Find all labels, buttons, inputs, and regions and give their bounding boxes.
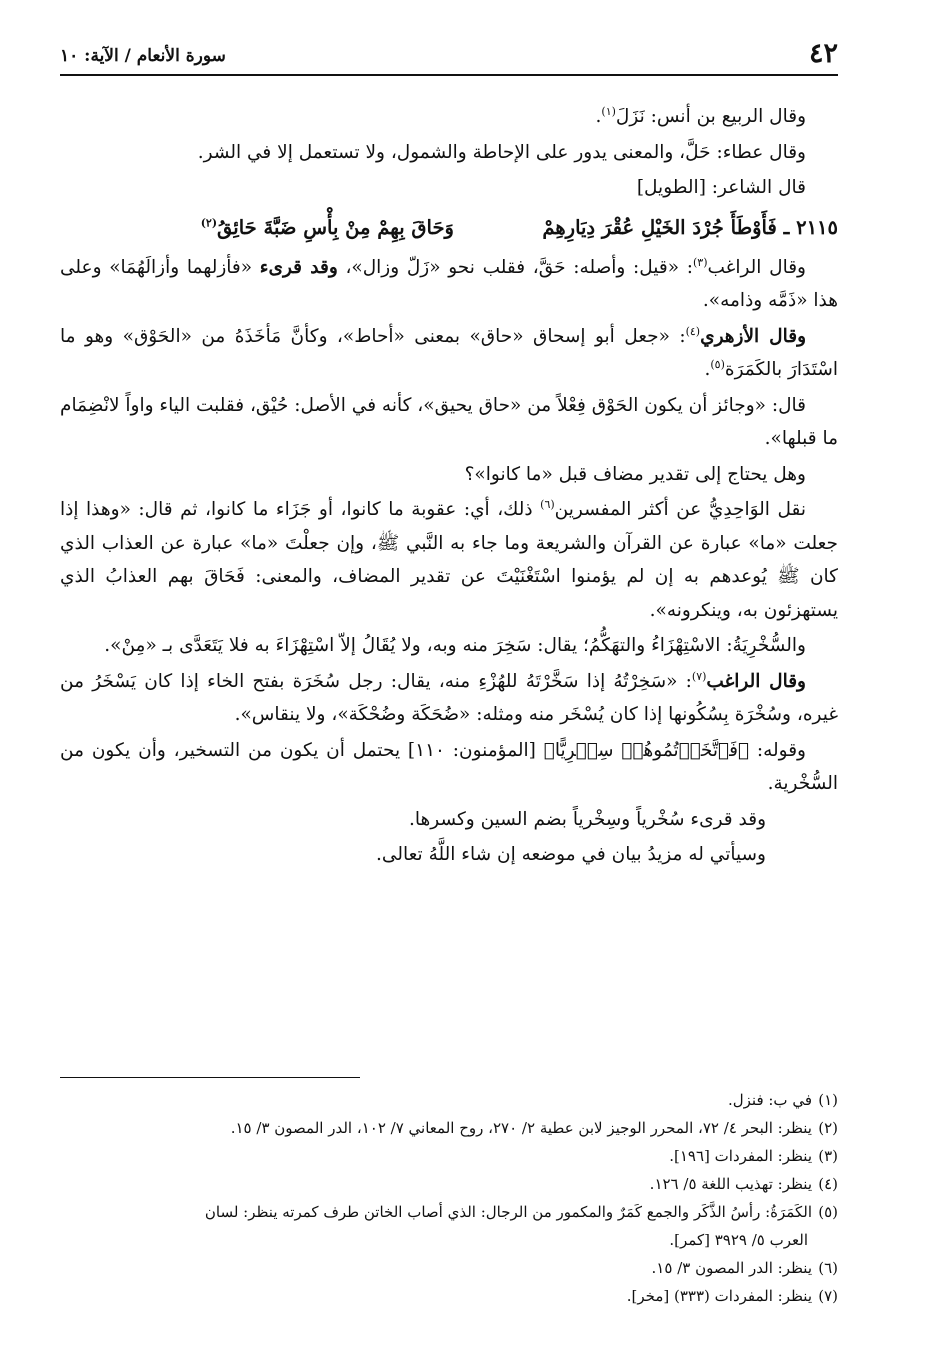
footnote-ref[interactable]: (٢) <box>200 216 218 229</box>
paragraph: وقال الأزهري$^{(٤)}$: «جعل أبو إسحاق «حاق» بمعنى «أحاط»، وكأنَّ مَأخَذَهُ من «الحَوْق» وهو ما اسْتَدَارَ بالكَمَرَة$^{(٥)}$. <box>60 324 838 380</box>
running-title: سورة الأنعام / الآية: ١٠ <box>60 46 226 66</box>
footnote: (٣)ينظر: المفردات [١٩٦]. <box>669 1147 838 1165</box>
footnote-ref[interactable]: (١) <box>601 104 616 118</box>
footnote-ref[interactable]: (٤) <box>685 324 701 338</box>
footnote: (١)في ب: فنزل. <box>727 1091 838 1109</box>
footnote: (٦)ينظر: الدر المصون ٣/ ١٥. <box>651 1259 838 1277</box>
footnote-ref[interactable]: (٥) <box>710 357 725 371</box>
paragraph: نقل الوَاحِدِيُّ عن أكثر المفسرين$^{(٦)}$ ذلك، أي: عقوبة ما كانوا، أو جَزَاء ما كانوا، ثم قال: «وهذا إذا جعلت «ما» عبارة عن القرآن والشريعة وما جاء به النَّبي ﷺ، وإن جعلْتَ «ما» عبارة عن العذاب الذي كان ﷺ يُوعدهم به إن لم يؤمنوا اسْتَغْنَيْتَ عن تقدير المضاف، والمعنى: فَحَاقَ بهم العذابُ الذي يستهزئون به، وينكرونه». <box>60 497 838 621</box>
footnote: (٧)ينظر: المفردات (٣٣٣) [مخر]. <box>626 1287 838 1305</box>
verse-hemistich-second: وَحَاقَ بِهِمْ مِنْ بِأْسِ ضَبَّةَ حَائِقُ$^{(٢)}$ <box>200 215 454 239</box>
verse-number: ٢١١٥ ـ <box>783 215 838 239</box>
footnotes <box>60 1086 838 1310</box>
paragraph: وقال عطاء: حَلَّ، والمعنى يدور على الإحاطة والشمول، ولا تستعمل إلا في الشر. <box>197 141 806 163</box>
paragraph: وقوله: ﴿فَٱتَّخَذۡتُمُوهُمۡ سِخۡرِيًّا﴾ [المؤمنون: ١١٠] يحتمل أن يكون من التسخير، وأن يكون من السُّخْرية. <box>60 739 838 794</box>
footnote-ref[interactable]: (٧) <box>691 669 707 683</box>
footnote-continuation: العرب ٥/ ٣٩٢٩ [كمر]. <box>669 1231 808 1249</box>
paragraph: وقال الراغب$^{(٧)}$: «سَخِرْتُهُ إذا سَخَّرْتَهُ للهُزْءِ منه، يقال: رجل سُخَرَة بفتح الخاء إذا كان يَسْخَرُ من غيره، وسُخْرَة بِسُكُونها إذا كان يُسْخَر منه ومثله: «ضُحَكَة وضُحْكَة»، ولا ينقاس». <box>60 669 838 725</box>
poetry-verse <box>60 208 838 248</box>
paragraph: وقال الراغب$^{(٣)}$: «قيل: وأصله: حَقَّ، فقلب نحو «زَلّ وزال»، وقد قرىء «فأزلهما وأزالَهُمَا» وعلى هذا «ذَمَّه وذامه». <box>60 255 838 311</box>
main-text <box>60 100 838 874</box>
paragraph: وقال الربيع بن أنس: نَزَلَ$^{(١)}$. <box>595 104 806 127</box>
footnote-ref[interactable]: (٦) <box>540 497 555 511</box>
verse-hemistich-first: فَأَوْطَأَ جُرْدَ الخَيْلِ عُقْرَ دِيَارِهِمْ <box>542 215 777 239</box>
page-number: ٤٢ <box>808 38 838 69</box>
footnote: (٤)ينظر: تهذيب اللغة ٥/ ١٢٦. <box>649 1175 838 1193</box>
paragraph: قال: «وجائز أن يكون الحَوْق فِعْلاً من «حاق يحيق»، كأنه في الأصل: حُيْق، فقلبت الياء واواً لانْضِمَام ما قبلها». <box>59 394 838 449</box>
paragraph: وقد قرىء سُخْرياً وسِخْرياً بضم السين وكسرها. <box>409 808 766 830</box>
page-header <box>60 34 838 76</box>
paragraph: وهل يحتاج إلى تقدير مضاف قبل «ما كانوا»؟ <box>464 463 806 485</box>
paragraph: قال الشاعر: [الطويل] <box>636 177 806 198</box>
paragraph: وسيأتي له مزيدُ بيان في موضعه إن شاء اللَّهُ تعالى. <box>376 844 766 865</box>
paragraph: والسُّخْرِيَةُ: الاسْتِهْزَاءُ والتهَكُّمُ؛ يقال: سَخِرَ منه وبه، ولا يُقَالُ إلاّ اسْتِهْزَاءَ به فلا يَتَعَدَّى بـ «مِنْ». <box>104 635 806 656</box>
footnote: (٥)الكَمَرَةُ: رأسُ الذَّكَر والجمع كَمَرٌ والمكمور من الرجال: الذي أصاب الخاتن طرف كمرته ينظر: لسان <box>204 1203 838 1221</box>
book-page <box>60 34 838 1334</box>
footnote-separator <box>60 1077 360 1078</box>
footnote: (٢)ينظر: البحر ٤/ ٧٢، المحرر الوجيز لابن عطية ٢/ ٢٧٠، روح المعاني ٧/ ١٠٢، الدر المصون ٣/ ١٥. <box>230 1119 838 1137</box>
footnote-ref[interactable]: (٣) <box>692 255 708 269</box>
